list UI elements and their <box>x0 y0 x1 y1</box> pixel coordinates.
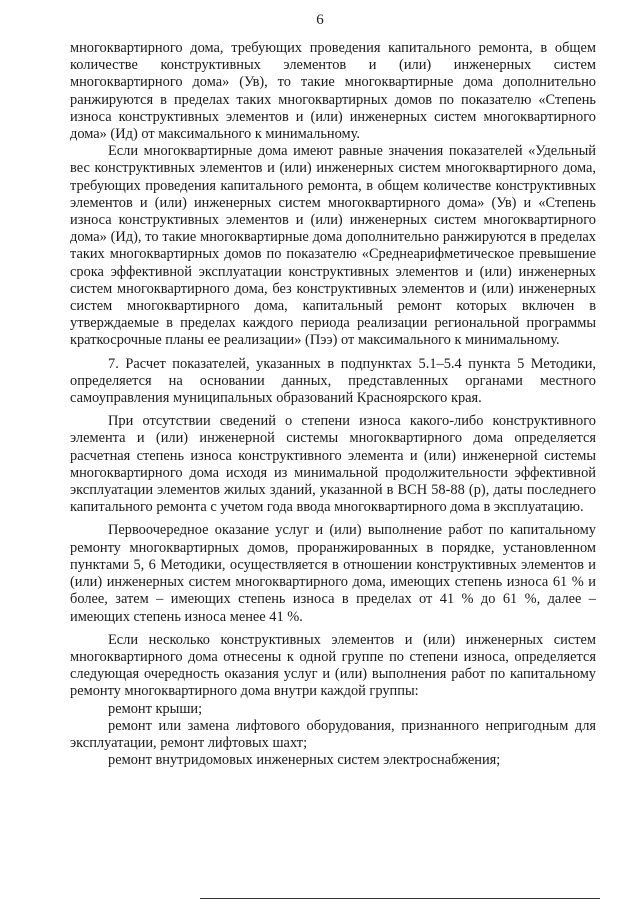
paragraph-3: 7. Расчет показателей, указанных в подпунктах 5.1–5.4 пункта 5 Методики, определяется на основании данных, представленных органами местного самоуправления муниципальных образований Красноярского края. <box>70 355 596 407</box>
list-item-elevator: ремонт или замена лифтового оборудования, признанного непригодным для эксплуатации, ремонт лифтовых шахт; <box>70 717 596 751</box>
document-body <box>70 40 596 769</box>
paragraph-2: Если многоквартирные дома имеют равные значения показателей «Удельный вес конструктивных элементов и (или) инженерных систем многоквартирного дома, требующих проведения капитального ремонта, в общем количестве конструктивных элементов и (или) инженерных систем многоквартирного дома» (Ув) и «Степень износа конструктивных элементов и (или) инженерных систем многоквартирного дома» (Ид), то такие многоквартирные дома дополнительно ранжируются в пределах таких многоквартирных домов по показателю «Среднеарифметическое превышение срока эффективной эксплуатации конструктивных элементов и (или) инженерных систем многоквартирного дома, без конструктивных элементов и (или) инженерных систем многоквартирного дома, капитальный ремонт которых включен в утверждаемые в пределах каждого периода реализации региональной программы краткосрочные планы ее реализации» (Пээ) от максимального к минимальному. <box>70 143 596 349</box>
bottom-rule <box>200 898 600 899</box>
page-number: 6 <box>316 12 324 28</box>
paragraph-5: Первоочередное оказание услуг и (или) выполнение работ по капитальному ремонту многоквартирных домов, проранжированных в порядке, установленном пунктами 5, 6 Методики, осуществляется в отношении конструктивных элементов и (или) инженерных систем многоквартирного дома, имеющих степень износа 61 % и более, затем – имеющих степень износа в пределах от 41 % до 61 %, далее – имеющих степень износа менее 41 %. <box>70 522 596 625</box>
list-item-electric: ремонт внутридомовых инженерных систем электроснабжения; <box>108 752 501 769</box>
paragraph-6: Если несколько конструктивных элементов и (или) инженерных систем многоквартирного дома отнесены к одной группе по степени износа, определяется следующая очередность оказания услуг и (или) выполнения работ по капитальному ремонту многоквартирного дома внутри каждой группы: <box>70 631 596 700</box>
list-item-roof: ремонт крыши; <box>108 700 203 717</box>
paragraph-1: многоквартирного дома, требующих проведения капитального ремонта, в общем количестве конструктивных элементов и (или) инженерных систем многоквартирного дома» (Ув), то такие многоквартирные дома дополнительно ранжируются в пределах таких многоквартирных домов по показателю «Степень износа конструктивных элементов и (или) инженерных систем многоквартирного дома» (Ид) от максимального к минимальному. <box>70 40 596 143</box>
paragraph-4: При отсутствии сведений о степени износа какого-либо конструктивного элемента и (или) инженерной системы многоквартирного дома определяется расчетная степень износа конструктивного элемента и (или) инженерной системы многоквартирного дома исходя из минимальной продолжительности эффективной эксплуатации элементов жилых зданий, указанной в ВСН 58-88 (р), даты последнего капитального ремонта с учетом года ввода многоквартирного дома в эксплуатацию. <box>70 413 596 516</box>
